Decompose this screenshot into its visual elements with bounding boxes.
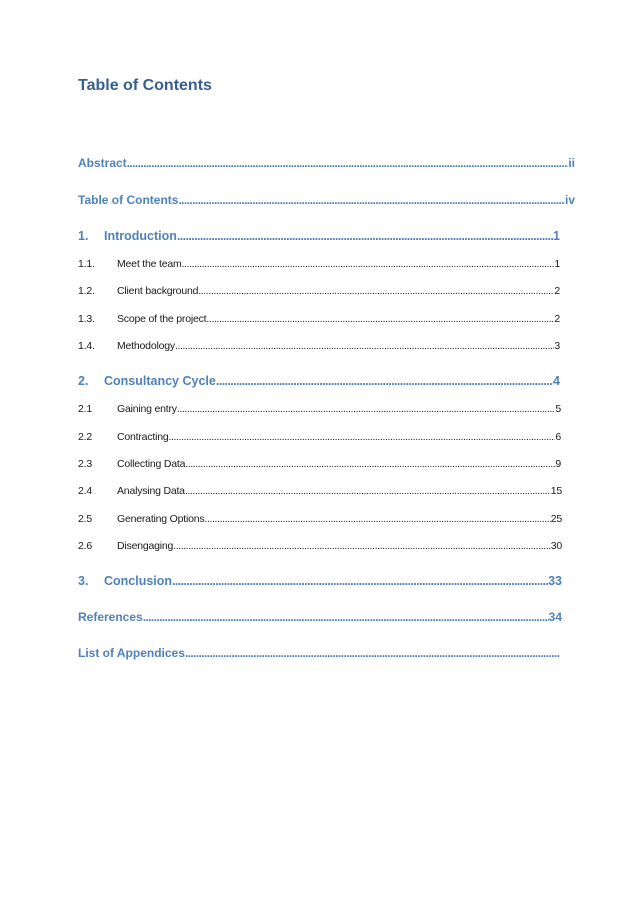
toc-entry-title: Methodology [117, 340, 175, 352]
toc-entry-title: Consultancy Cycle [104, 374, 216, 388]
dot-leader [177, 402, 556, 416]
toc-entry-collecting-data[interactable] [78, 457, 561, 471]
toc-entry-number: 2.6 [78, 540, 92, 552]
toc-entry-number: 1.4. [78, 340, 95, 352]
toc-entry-disengaging[interactable] [78, 539, 562, 553]
toc-entry-page: 34 [548, 610, 562, 624]
toc-entry-number: 2.1 [78, 403, 92, 415]
toc-entry-page: 6 [555, 431, 561, 443]
toc-entry-page: 15 [550, 485, 562, 497]
toc-entry-page: 1 [553, 229, 560, 243]
toc-entry-number: 1. [78, 229, 89, 243]
toc-entry-title: List of Appendices [78, 646, 185, 660]
toc-entry-title: Introduction [104, 229, 177, 243]
dot-leader [185, 484, 551, 498]
toc-entry-title: Collecting Data [117, 458, 186, 470]
toc-entry-gaining-entry[interactable] [78, 402, 561, 416]
toc-entry-page: 33 [548, 574, 562, 588]
toc-entry-title: Scope of the project [117, 313, 207, 325]
toc-entry-title: Contracting [117, 431, 169, 443]
toc-entry-number: 2.4 [78, 485, 92, 497]
dot-leader [206, 312, 554, 326]
toc-entry-number: 2.5 [78, 513, 92, 525]
toc-entry-title: Generating Options [117, 513, 205, 525]
toc-entry-methodology[interactable] [78, 339, 560, 353]
dot-leader [172, 573, 548, 589]
dot-leader [182, 257, 555, 271]
toc-entry-page: 5 [555, 403, 561, 415]
toc-entry-title: References [78, 610, 143, 624]
toc-entry-title: Analysing Data [117, 485, 185, 497]
dot-leader [143, 609, 549, 625]
toc-entry-title: Abstract [78, 156, 127, 170]
toc-entry-page: 2 [554, 313, 560, 325]
dot-leader [185, 457, 555, 471]
toc-entry-abstract[interactable] [78, 155, 575, 171]
toc-entry-title: Gaining entry [117, 403, 177, 415]
toc-entry-list-of-appendices[interactable] [78, 645, 560, 661]
dot-leader [177, 228, 553, 244]
toc-entry-consultancy-cycle[interactable] [78, 373, 560, 389]
dot-leader [216, 373, 553, 389]
dot-leader [127, 155, 569, 171]
toc-entry-number: 1.3. [78, 313, 95, 325]
toc-entry-page: ii [568, 156, 575, 170]
toc-entry-meet-the-team[interactable] [78, 257, 560, 271]
toc-entry-page: 2 [554, 285, 560, 297]
toc-entry-number: 2.3 [78, 458, 92, 470]
toc-entry-introduction[interactable] [78, 228, 560, 244]
toc-entry-page: 30 [550, 540, 562, 552]
toc-entry-table-of-contents[interactable] [78, 192, 575, 208]
dot-leader [169, 430, 556, 444]
dot-leader [185, 645, 560, 661]
dot-leader [175, 339, 554, 353]
toc-entry-conclusion[interactable] [78, 573, 562, 589]
toc-entry-number: 1.1. [78, 258, 95, 270]
toc-entry-scope-of-the-project[interactable] [78, 312, 560, 326]
toc-entry-contracting[interactable] [78, 430, 561, 444]
toc-heading: Table of Contents [78, 77, 212, 94]
toc-entry-title: Table of Contents [78, 193, 179, 207]
toc-entry-page: 3 [554, 340, 560, 352]
dot-leader [173, 539, 551, 553]
toc-entry-title: Disengaging [117, 540, 174, 552]
toc-entry-number: 2.2 [78, 431, 92, 443]
dot-leader [198, 284, 554, 298]
toc-entry-references[interactable] [78, 609, 562, 625]
toc-entry-title: Conclusion [104, 574, 173, 588]
toc-entry-title: Meet the team [117, 258, 182, 270]
toc-entry-page: 9 [555, 458, 561, 470]
toc-entry-page: iv [564, 193, 575, 207]
toc-entry-client-background[interactable] [78, 284, 560, 298]
dot-leader [178, 192, 565, 208]
toc-entry-number: 1.2. [78, 285, 95, 297]
toc-entry-page: 25 [550, 513, 562, 525]
toc-entry-page: 1 [554, 258, 560, 270]
dot-leader [204, 512, 550, 526]
toc-entry-page: 4 [553, 374, 560, 388]
toc-entry-number: 2. [78, 374, 89, 388]
toc-entry-number: 3. [78, 574, 89, 588]
toc-entry-generating-options[interactable] [78, 512, 562, 526]
toc-entry-title: Client background [117, 285, 199, 297]
toc-entry-analysing-data[interactable] [78, 484, 562, 498]
